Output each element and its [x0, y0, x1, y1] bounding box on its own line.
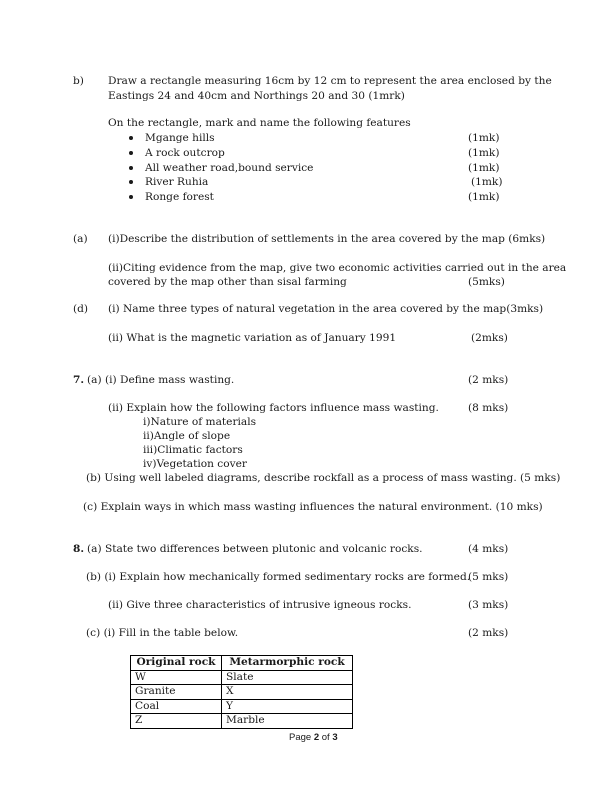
table-cell: Slate: [222, 670, 353, 685]
factor-item: iv)Vegetation cover: [143, 458, 247, 470]
table-cell: Coal: [131, 699, 222, 714]
table-row: [131, 699, 353, 714]
question-label: (d): [73, 303, 89, 315]
question-text: (i)Describe the distribution of settlements in the area covered by the map (6mks): [108, 233, 546, 245]
table-cell: X: [222, 685, 353, 700]
question-text: covered by the map other than sisal farming: [108, 276, 347, 288]
question-number: 7.: [73, 374, 85, 386]
factor-item: i)Nature of materials: [143, 416, 257, 428]
page-number: [289, 732, 338, 743]
table-row: [131, 685, 353, 700]
factor-item: ii)Angle of slope: [143, 430, 231, 442]
feature-item: All weather road,bound service: [145, 162, 314, 174]
table-header: Metarmorphic rock: [222, 656, 353, 671]
total-pages: 3: [332, 732, 338, 743]
page-prefix: Page: [289, 732, 314, 743]
marks: (5mks): [468, 276, 505, 288]
table-cell: Marble: [222, 714, 353, 729]
marks: (2 mks): [468, 374, 509, 386]
question-label: b): [73, 75, 84, 87]
question-text: (c) (i) Fill in the table below.: [86, 627, 239, 639]
feature-item: A rock outcrop: [145, 147, 225, 159]
question-text: (ii) Give three characteristics of intrusive igneous rocks.: [108, 599, 412, 611]
table-row: [131, 714, 353, 729]
marks: (1mk): [468, 132, 500, 144]
marks: (1mk): [471, 176, 503, 188]
table-header-row: [131, 656, 353, 671]
marks: (3 mks): [468, 599, 509, 611]
marks: (1mk): [468, 191, 500, 203]
question-text: (b) (i) Explain how mechanically formed sedimentary rocks are formed.: [86, 571, 471, 583]
question-text: (ii) Explain how the following factors influence mass wasting.: [108, 402, 439, 414]
rock-table: [130, 655, 353, 729]
question-text: (ii) What is the magnetic variation as of January 1991: [108, 332, 397, 344]
marks: (2mks): [471, 332, 508, 344]
question-text: Draw a rectangle measuring 16cm by 12 cm to represent the area enclosed by the: [108, 75, 552, 87]
table-cell: Y: [222, 699, 353, 714]
table-header: Original rock: [131, 656, 222, 671]
feature-item: Mgange hills: [145, 132, 215, 144]
marks: (2 mks): [468, 627, 509, 639]
factor-item: iii)Climatic factors: [143, 444, 243, 456]
marks: (5 mks): [468, 571, 509, 583]
question-text: (c) Explain ways in which mass wasting influences the natural environment. (10 mks): [83, 501, 543, 513]
feature-item: River Ruhia: [145, 176, 209, 188]
marks: (8 mks): [468, 402, 509, 414]
question-text: (ii)Citing evidence from the map, give two economic activities carried out in the area: [108, 262, 567, 274]
marks: (1mk): [468, 162, 500, 174]
table-row: [131, 670, 353, 685]
marks: (4 mks): [468, 543, 509, 555]
table-cell: W: [131, 670, 222, 685]
question-text: (i) Name three types of natural vegetation in the area covered by the map(3mks): [108, 303, 544, 315]
question-number: 8.: [73, 543, 85, 555]
table-cell: Granite: [131, 685, 222, 700]
question-text: (a) (i) Define mass wasting.: [87, 374, 235, 386]
instruction-text: On the rectangle, mark and name the following features: [108, 117, 411, 129]
question-text: (b) Using well labeled diagrams, describe rockfall as a process of mass wasting. (5 mks): [86, 472, 561, 484]
question-text: (a) State two differences between plutonic and volcanic rocks.: [87, 543, 423, 555]
current-page: 2: [313, 732, 320, 743]
marks: (1mk): [468, 147, 500, 159]
page-of: of: [319, 732, 333, 743]
table-cell: Z: [131, 714, 222, 729]
question-label: (a): [73, 233, 88, 245]
question-text: Eastings 24 and 40cm and Northings 20 and 30 (1mrk): [108, 90, 405, 102]
feature-item: Ronge forest: [145, 191, 214, 203]
